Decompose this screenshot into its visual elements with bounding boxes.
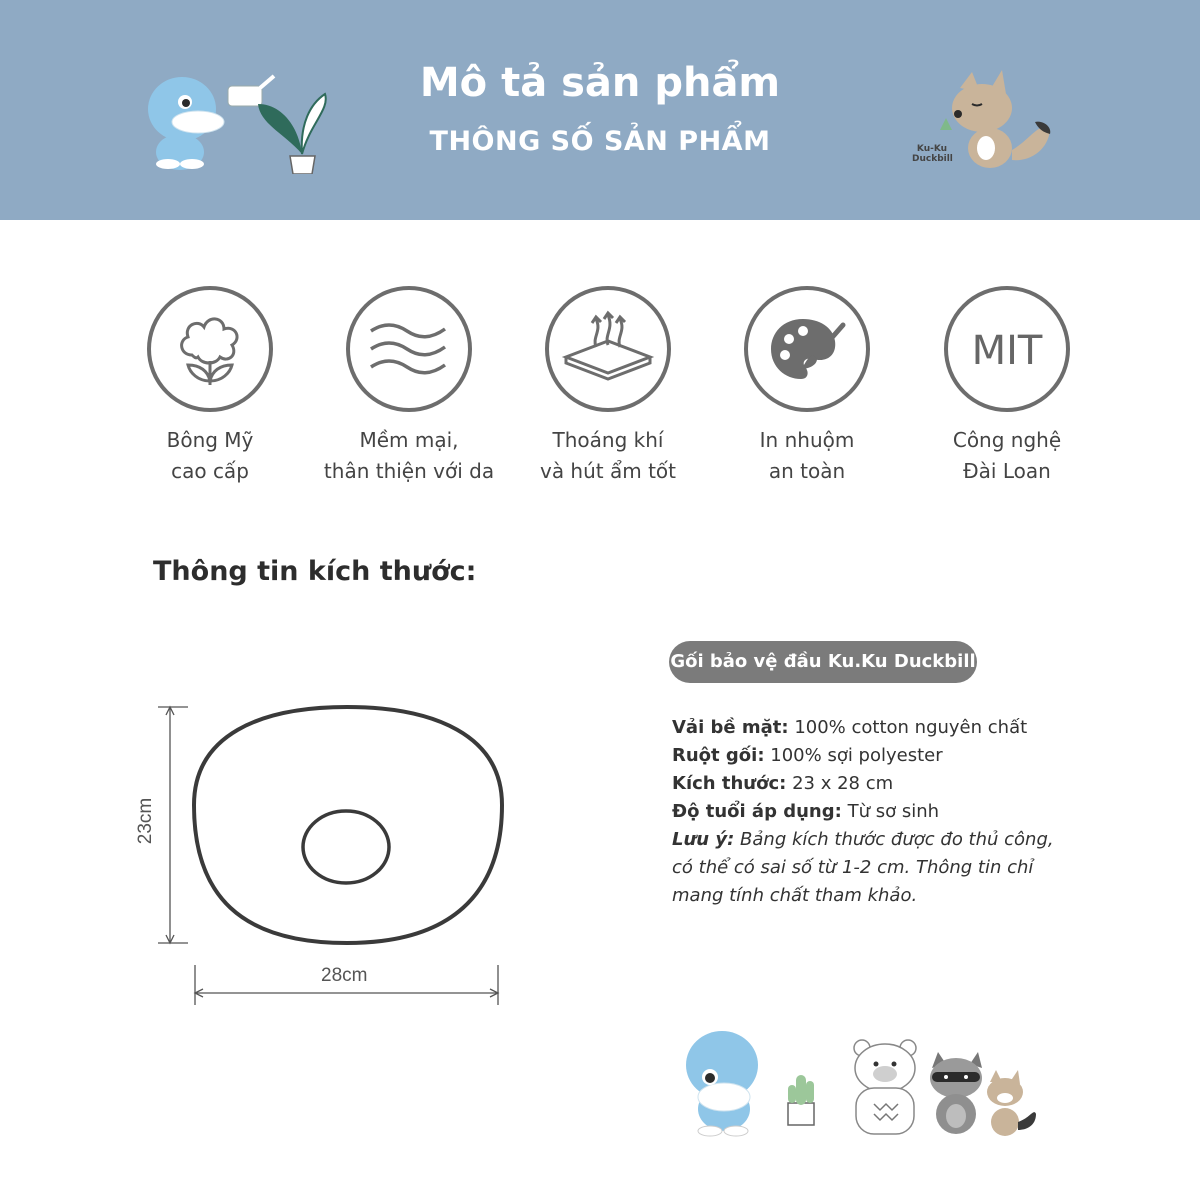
spec-value: 100% cotton nguyên chất	[794, 717, 1028, 738]
note-label: Lưu ý:	[672, 829, 735, 850]
feature-breathable	[508, 285, 708, 487]
bear-raccoon-fox-mascots-icon	[848, 1038, 1038, 1138]
feature-label-line2: Đài Loan	[963, 459, 1051, 483]
page-title: Mô tả sản phẩm	[419, 60, 781, 106]
size-section-title: Thông tin kích thước:	[153, 556, 477, 587]
note-text: Bảng kích thước được đo thủ công, có thể có sai số từ 1-2 cm. Thông tin chỉ mang tính chất tham khảo.	[672, 829, 1054, 906]
feature-label-line2: cao cấp	[171, 459, 249, 483]
spec-value: 23 x 28 cm	[792, 773, 894, 794]
paint-palette-icon	[743, 285, 871, 413]
spec-row	[672, 770, 1072, 798]
spec-value: 100% sợi polyester	[770, 745, 943, 766]
height-label: 23cm	[135, 797, 157, 845]
feature-taiwan-tech	[907, 285, 1107, 487]
feature-label-line1: Công nghệ	[952, 428, 1062, 452]
feature-safe-dye	[707, 285, 907, 487]
spec-row	[672, 798, 1072, 826]
breathable-layers-icon	[544, 285, 672, 413]
feature-soft	[309, 285, 509, 487]
page-subtitle: THÔNG SỐ SẢN PHẨM	[429, 126, 771, 157]
spec-label: Ruột gối:	[672, 745, 765, 766]
disclaimer-note	[672, 826, 1072, 910]
spec-value: Từ sơ sinh	[847, 801, 940, 822]
spec-row	[672, 714, 1072, 742]
pillow-outline	[194, 707, 502, 943]
duck-mascot-with-cactus-icon	[680, 1025, 830, 1140]
pillow-center-hole	[303, 811, 389, 883]
spec-label: Độ tuổi áp dụng:	[672, 801, 842, 822]
feature-cotton	[110, 285, 310, 487]
product-name-pill: Gối bảo vệ đầu Ku.Ku Duckbill	[669, 641, 977, 683]
feature-label-line1: Mềm mại,	[359, 428, 459, 452]
spec-label: Vải bề mặt:	[672, 717, 789, 738]
cotton-icon	[146, 285, 274, 413]
header-banner	[0, 0, 1200, 220]
width-label: 28cm	[321, 965, 368, 986]
feature-label-line1: In nhuộm	[759, 428, 855, 452]
spec-label: Kích thước:	[672, 773, 787, 794]
feature-label-line1: Bông Mỹ	[166, 428, 254, 452]
product-specs	[672, 714, 1072, 910]
spec-row	[672, 742, 1072, 770]
waves-icon	[345, 285, 473, 413]
mit-badge-text: MIT	[971, 328, 1043, 374]
mit-badge-icon	[943, 285, 1071, 413]
feature-label-line2: thân thiện với da	[323, 459, 495, 483]
feature-label-line2: và hút ẩm tốt	[539, 459, 676, 483]
feature-label-line1: Thoáng khí	[552, 428, 664, 452]
feature-label-line2: an toàn	[768, 459, 846, 483]
brand-tag: Ku-Ku Duckbill	[912, 144, 953, 164]
